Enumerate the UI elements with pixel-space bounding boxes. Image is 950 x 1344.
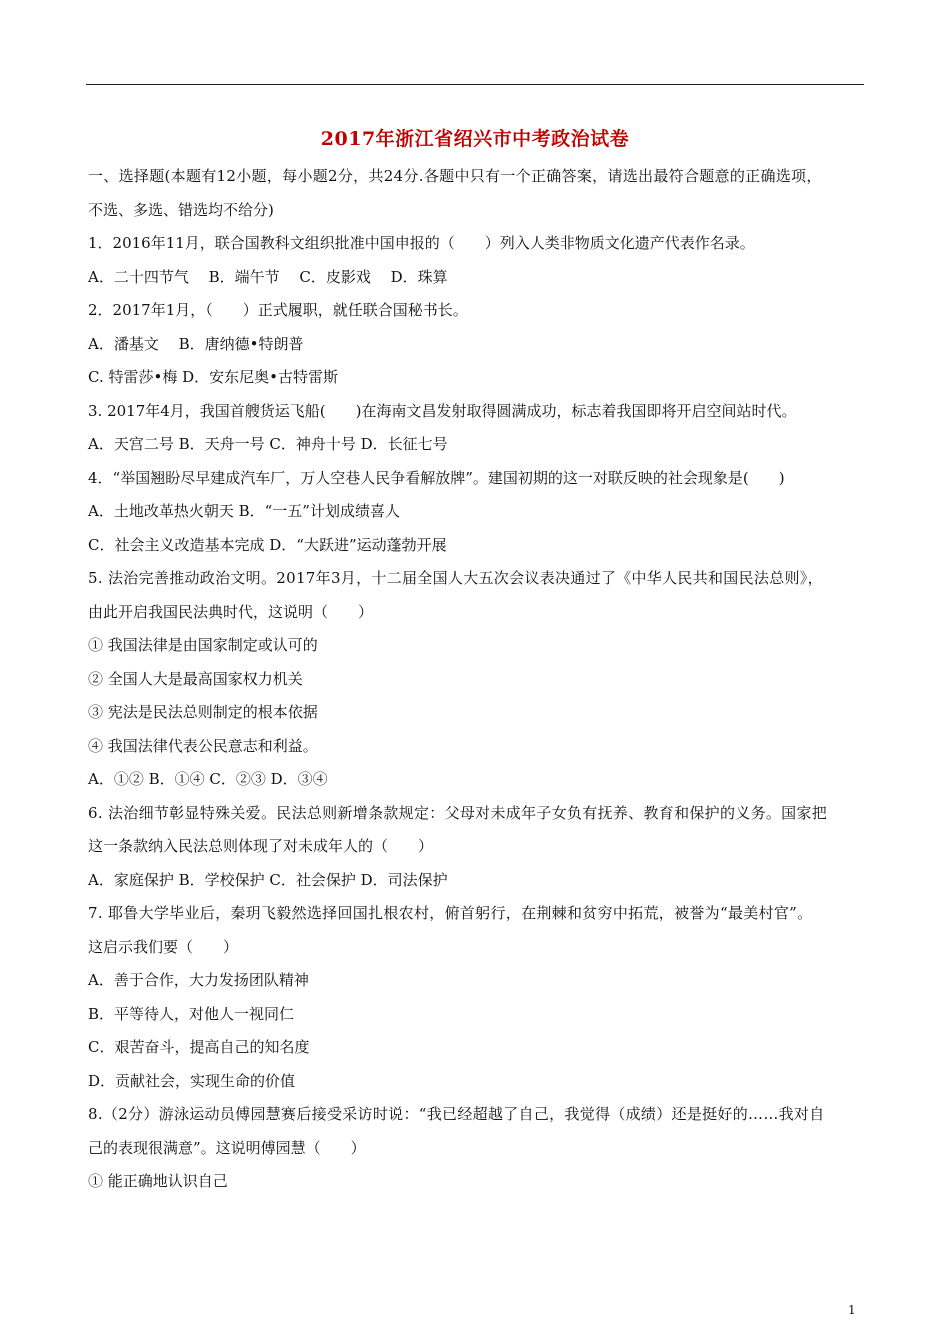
question-5-stem-2: 由此开启我国民法典时代，这说明（ ）: [88, 602, 374, 621]
question-2-stem: 2．2017年1月，（ ）正式履职，就任联合国秘书长。: [88, 301, 468, 319]
question-4-options-1: A．土地改革热火朝天 B．“一五”计划成绩喜人: [88, 502, 400, 520]
question-5-item-4: ④ 我国法律代表公民意志和利益。: [88, 736, 318, 755]
question-3-options: A．天宫二号 B．天舟一号 C．神舟十号 D．长征七号: [88, 435, 448, 453]
question-5-options: A．①② B．①④ C．②③ D．③④: [88, 770, 328, 788]
page-number: 1: [848, 1303, 856, 1317]
question-3-stem: 3. 2017年4月，我国首艘货运飞船( )在海南文昌发射取得圆满成功，标志着我国即将开启空间站时代。: [88, 401, 797, 420]
question-4-stem: 4．“举国翘盼尽早建成汽车厂，万人空巷人民争看解放牌”。建国初期的这一对联反映的社会现象是( ): [88, 468, 785, 487]
question-2-options-1: A．潘基文 B．唐纳德•特朗普: [88, 334, 304, 353]
question-6-stem-1: 6. 法治细节彰显特殊关爱。民法总则新增条款规定：父母对未成年子女负有抚养、教育和保护的义务。国家把: [88, 803, 828, 822]
section-heading-line-1: 一、选择题(本题有12小题，每小题2分，共24分.各题中只有一个正确答案，请选出最符合题意的正确选项，: [88, 167, 822, 185]
question-5-stem-1: 5. 法治完善推动政治文明。2017年3月，十二届全国人大五次会议表决通过了《中华人民共和国民法总则》，: [88, 569, 823, 587]
section-heading-line-2: 不选、多选、错选均不给分): [88, 200, 274, 219]
question-1-options: A．二十四节气 B．端午节 C．皮影戏 D．珠算: [88, 267, 448, 286]
question-7-option-c: C．艰苦奋斗，提高自己的知名度: [88, 1038, 310, 1056]
question-8-stem-1: 8.（2分）游泳运动员傅园慧赛后接受采访时说：“我已经超越了自己，我觉得（成绩）还是挺好的……我对自: [88, 1105, 825, 1123]
question-4-options-2: C．社会主义改造基本完成 D．“大跃进”运动蓬勃开展: [88, 535, 447, 554]
question-7-option-d: D．贡献社会，实现生命的价值: [88, 1071, 296, 1090]
question-8-item-1: ① 能正确地认识自己: [88, 1172, 228, 1190]
question-7-stem-2: 这启示我们要（ ）: [88, 937, 239, 956]
question-7-stem-1: 7. 耶鲁大学毕业后，秦玥飞毅然选择回国扎根农村，俯首躬行，在荆棘和贫穷中拓荒，被誉为“最美村官”。: [88, 904, 813, 922]
question-1-stem: 1．2016年11月，联合国教科文组织批准中国申报的（ ）列入人类非物质文化遗产代表作名录。: [88, 234, 755, 252]
page-title: 2017年浙江省绍兴市中考政治试卷: [320, 128, 630, 150]
question-6-options: A．家庭保护 B．学校保护 C．社会保护 D．司法保护: [88, 870, 448, 889]
question-8-stem-2: 己的表现很满意”。这说明傅园慧（ ）: [88, 1138, 366, 1157]
header-rule: [86, 84, 864, 85]
question-5-item-3: ③ 宪法是民法总则制定的根本依据: [88, 703, 318, 721]
question-7-option-a: A．善于合作，大力发扬团队精神: [88, 971, 309, 989]
question-5-item-2: ② 全国人大是最高国家权力机关: [88, 669, 303, 688]
question-7-option-b: B．平等待人，对他人一视同仁: [88, 1004, 295, 1023]
exam-body: [88, 160, 866, 1199]
question-5-item-1: ① 我国法律是由国家制定或认可的: [88, 636, 318, 654]
question-2-options-2: C. 特雷莎•梅 D．安东尼奥•古特雷斯: [88, 368, 338, 386]
question-6-stem-2: 这一条款纳入民法总则体现了对未成年人的（ ）: [88, 837, 434, 855]
